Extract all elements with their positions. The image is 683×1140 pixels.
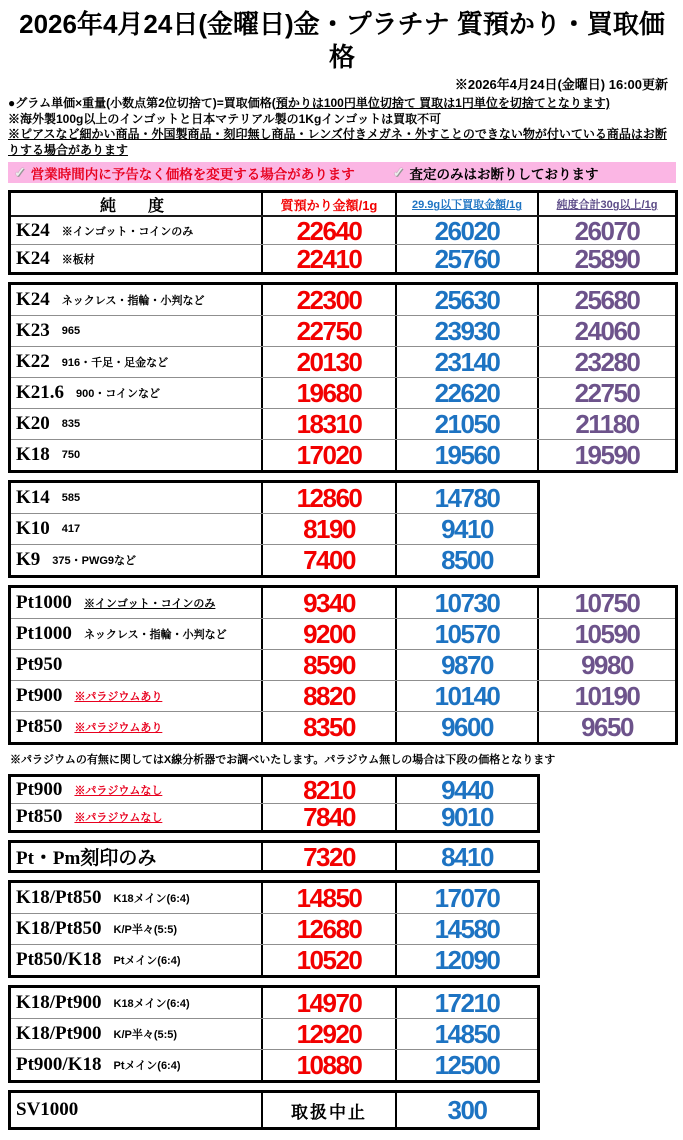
buy-under30-cell bbox=[395, 712, 537, 742]
purity-cell bbox=[11, 988, 261, 1018]
purity-label: Pt・Pm刻印のみ bbox=[16, 848, 157, 870]
price-table-section bbox=[8, 585, 678, 745]
purity-label: K10 bbox=[16, 518, 50, 540]
buy-price-over30: 23280 bbox=[574, 347, 640, 378]
pawn-price: 8190 bbox=[303, 514, 355, 545]
purity-label: K24 bbox=[16, 289, 50, 311]
purity-subnote: ※パラジウムあり bbox=[74, 722, 163, 735]
pricing-formula-note bbox=[8, 96, 676, 112]
pawn-price-cell bbox=[261, 514, 395, 544]
price-row bbox=[11, 346, 675, 377]
buy-under30-cell bbox=[395, 681, 537, 711]
purity-label: Pt900 bbox=[16, 779, 63, 801]
pawn-price-cell bbox=[261, 347, 395, 377]
buy-price-under30: 10730 bbox=[434, 588, 500, 619]
price-table-section bbox=[8, 840, 540, 873]
purity-subnote: K18メイン(6:4) bbox=[113, 893, 190, 906]
pawn-price: 10520 bbox=[296, 945, 362, 976]
buy-price-under30: 9010 bbox=[441, 804, 493, 831]
pawn-price: 8820 bbox=[303, 681, 355, 712]
pawn-price-cell bbox=[261, 988, 395, 1018]
page-title: 2026年4月24日(金曜日)金・プラチナ 質預かり・買取価格 bbox=[19, 9, 665, 72]
purity-subnote: ※パラジウムあり bbox=[74, 691, 163, 704]
price-row bbox=[11, 483, 537, 513]
price-row bbox=[11, 1093, 537, 1127]
buy-price-under30: 8410 bbox=[441, 843, 493, 871]
purity-label: Pt900 bbox=[16, 685, 63, 707]
purity-label: K18/Pt900 bbox=[16, 1023, 102, 1045]
pawn-price-cell bbox=[261, 777, 395, 803]
purity-cell bbox=[11, 1050, 261, 1080]
buy-under30-cell bbox=[395, 245, 537, 272]
column-header-buy-over-cell bbox=[537, 193, 675, 215]
buy-under30-cell bbox=[395, 217, 537, 244]
buy-under30-cell bbox=[395, 883, 537, 913]
purity-label: K24 bbox=[16, 247, 50, 269]
price-row bbox=[11, 244, 675, 272]
buy-price-over30: 26070 bbox=[574, 217, 640, 245]
pawn-price: 9340 bbox=[303, 588, 355, 619]
buy-over30-cell bbox=[537, 245, 675, 272]
buy-price-over30: 9650 bbox=[581, 712, 633, 743]
updated-timestamp: ※2026年4月24日(金曜日) 16:00更新 bbox=[454, 77, 668, 92]
buy-price-under30: 25760 bbox=[434, 245, 500, 273]
column-header-purity-cell bbox=[11, 193, 261, 215]
buy-price-under30: 17210 bbox=[434, 988, 500, 1019]
buy-price-over30: 21180 bbox=[575, 409, 639, 440]
price-table-section bbox=[8, 282, 678, 473]
buy-under30-cell bbox=[395, 777, 537, 803]
refusal-note: ※ピアスなど細かい商品・外国製商品・刻印無し商品・レンズ付きメガネ・外すことのできない物が付いている商品はお断りする場合があります bbox=[8, 127, 667, 157]
buy-under30-cell bbox=[395, 619, 537, 649]
pawn-price: 17020 bbox=[296, 440, 362, 471]
price-tables bbox=[8, 183, 676, 1130]
buy-price-under30: 25630 bbox=[434, 285, 500, 316]
purity-cell bbox=[11, 777, 261, 803]
buy-over30-cell bbox=[537, 409, 675, 439]
pawn-price: 10880 bbox=[296, 1050, 362, 1081]
buy-over30-cell bbox=[537, 619, 675, 649]
purity-subnote: 585 bbox=[61, 492, 81, 505]
pricing-formula-note-underlined: 預かりは100円単位切捨て 買取は1円単位を切捨てとなります) bbox=[275, 96, 610, 110]
purity-cell bbox=[11, 440, 261, 470]
pawn-price-cell bbox=[261, 804, 395, 830]
buy-under30-cell bbox=[395, 347, 537, 377]
buy-price-under30: 9410 bbox=[441, 514, 493, 545]
pawn-price-cell bbox=[261, 1050, 395, 1080]
buy-under30-cell bbox=[395, 843, 537, 870]
purity-cell bbox=[11, 681, 261, 711]
price-table-section bbox=[8, 480, 540, 578]
pawn-price-cell bbox=[261, 409, 395, 439]
purity-cell bbox=[11, 347, 261, 377]
price-table-section bbox=[8, 880, 540, 978]
buy-under30-cell bbox=[395, 483, 537, 513]
buy-price-over30: 22750 bbox=[574, 378, 640, 409]
buy-price-under30: 23930 bbox=[434, 316, 500, 347]
pawn-price: 12680 bbox=[296, 914, 362, 945]
pawn-price-cell bbox=[261, 285, 395, 315]
purity-subnote: 375・PWG9など bbox=[52, 555, 137, 568]
purity-cell bbox=[11, 409, 261, 439]
pawn-price: 20130 bbox=[296, 347, 362, 378]
purity-label: K18/Pt850 bbox=[16, 887, 102, 909]
buy-over30-cell bbox=[537, 650, 675, 680]
pawn-price: 8210 bbox=[303, 777, 355, 804]
buy-over30-cell bbox=[537, 285, 675, 315]
buy-price-under30: 9600 bbox=[441, 712, 493, 743]
purity-cell bbox=[11, 804, 261, 830]
purity-subnote: 916・千足・足金など bbox=[61, 357, 169, 370]
purity-cell bbox=[11, 914, 261, 944]
purity-subnote: 965 bbox=[61, 325, 81, 338]
pawn-price-cell bbox=[261, 883, 395, 913]
pawn-price-cell bbox=[261, 316, 395, 346]
purity-subnote: K/P半々(5:5) bbox=[113, 924, 178, 937]
price-table-section bbox=[8, 1090, 540, 1130]
column-header-buy-under-cell bbox=[395, 193, 537, 215]
buy-price-under30: 9440 bbox=[441, 777, 493, 804]
buy-price-under30: 12090 bbox=[434, 945, 500, 976]
column-header-buy-under: 29.9g以下買取金額/1g bbox=[411, 199, 523, 212]
pawn-price-cell bbox=[261, 650, 395, 680]
ingot-restriction-note: ※海外製100g以上のインゴットと日本マテリアル製の1Kgインゴットは買取不可 bbox=[8, 111, 442, 126]
buy-price-over30: 25680 bbox=[574, 285, 640, 316]
pawn-price-cell bbox=[261, 914, 395, 944]
purity-cell bbox=[11, 619, 261, 649]
pawn-price: 8590 bbox=[303, 650, 355, 681]
purity-subnote: Ptメイン(6:4) bbox=[113, 1060, 181, 1073]
price-row bbox=[11, 285, 675, 315]
buy-over30-cell bbox=[537, 712, 675, 742]
price-row bbox=[11, 439, 675, 470]
price-row bbox=[11, 588, 675, 618]
price-table-section bbox=[8, 985, 540, 1083]
purity-label: Pt1000 bbox=[16, 623, 72, 645]
purity-subnote: 417 bbox=[61, 523, 81, 536]
buy-price-under30: 14850 bbox=[434, 1019, 500, 1050]
purity-label: K21.6 bbox=[16, 382, 65, 404]
buy-price-under30: 22620 bbox=[434, 378, 500, 409]
buy-price-under30: 19560 bbox=[434, 440, 500, 471]
buy-price-over30: 19590 bbox=[574, 440, 640, 471]
price-row bbox=[11, 883, 537, 913]
pawn-price-cell bbox=[261, 945, 395, 975]
pawn-price: 14850 bbox=[296, 883, 362, 914]
buy-price-under30: 10570 bbox=[434, 619, 500, 650]
purity-cell bbox=[11, 588, 261, 618]
price-row bbox=[11, 408, 675, 439]
buy-under30-cell bbox=[395, 650, 537, 680]
pawn-price-cell bbox=[261, 245, 395, 272]
buy-under30-cell bbox=[395, 1093, 537, 1127]
buy-price-under30: 12500 bbox=[434, 1050, 500, 1081]
buy-price-over30: 10190 bbox=[574, 681, 640, 712]
buy-price-under30: 300 bbox=[447, 1095, 487, 1126]
purity-cell bbox=[11, 514, 261, 544]
price-table-section bbox=[8, 774, 540, 833]
purity-cell bbox=[11, 285, 261, 315]
column-header-pawn-cell bbox=[261, 193, 395, 215]
pawn-price-cell bbox=[261, 843, 395, 870]
status-text: 取扱中止 bbox=[291, 1102, 367, 1122]
purity-cell bbox=[11, 843, 261, 870]
buy-under30-cell bbox=[395, 409, 537, 439]
column-header-row bbox=[11, 193, 675, 217]
buy-price-under30: 14780 bbox=[434, 483, 500, 514]
purity-subnote: ネックレス・指輪・小判など bbox=[61, 295, 205, 308]
buy-price-over30: 9980 bbox=[581, 650, 633, 681]
check-icon: ✓ bbox=[392, 164, 405, 181]
buy-over30-cell bbox=[537, 681, 675, 711]
pawn-price: 22410 bbox=[296, 245, 362, 273]
purity-subnote: ※インゴット・コインのみ bbox=[83, 598, 216, 611]
buy-price-under30: 10140 bbox=[434, 681, 500, 712]
purity-subnote: ※インゴット・コインのみ bbox=[61, 225, 194, 238]
purity-label: K23 bbox=[16, 320, 50, 342]
purity-label: K14 bbox=[16, 487, 50, 509]
purity-subnote: K/P半々(5:5) bbox=[113, 1029, 178, 1042]
buy-under30-cell bbox=[395, 514, 537, 544]
purity-subnote: 900・コインなど bbox=[76, 388, 161, 401]
buy-over30-cell bbox=[537, 347, 675, 377]
purity-subnote: 835 bbox=[61, 418, 81, 431]
purity-label: Pt850 bbox=[16, 716, 63, 738]
price-row bbox=[11, 777, 537, 803]
pawn-price-cell bbox=[261, 588, 395, 618]
pawn-price: 7400 bbox=[303, 545, 355, 576]
palladium-note: ※パラジウムの有無に関してはX線分析器でお調べいたします。パラジウム無しの場合は下段の価格となります bbox=[10, 754, 556, 767]
pawn-price: 7840 bbox=[303, 804, 355, 831]
buy-price-under30: 9870 bbox=[441, 650, 493, 681]
purity-subnote: K18メイン(6:4) bbox=[113, 998, 190, 1011]
pawn-price: 8350 bbox=[303, 712, 355, 743]
purity-cell bbox=[11, 545, 261, 575]
buy-over30-cell bbox=[537, 588, 675, 618]
price-row bbox=[11, 680, 675, 711]
price-row bbox=[11, 618, 675, 649]
buy-over30-cell bbox=[537, 378, 675, 408]
pawn-price-cell bbox=[261, 378, 395, 408]
notes-block bbox=[8, 96, 676, 158]
buy-price-under30: 21050 bbox=[434, 409, 500, 440]
pawn-price-cell bbox=[261, 712, 395, 742]
purity-subnote: ※パラジウムなし bbox=[74, 785, 163, 798]
purity-cell bbox=[11, 316, 261, 346]
pawn-price: 19680 bbox=[296, 378, 362, 409]
purity-label: K18/Pt850 bbox=[16, 918, 102, 940]
purity-subnote: ※板材 bbox=[61, 253, 95, 266]
price-row bbox=[11, 217, 675, 244]
price-row bbox=[11, 913, 537, 944]
pawn-price: 12860 bbox=[296, 483, 362, 514]
pawn-price-cell bbox=[261, 619, 395, 649]
buy-price-under30: 17070 bbox=[434, 883, 500, 914]
purity-subnote: Ptメイン(6:4) bbox=[113, 955, 181, 968]
buy-under30-cell bbox=[395, 988, 537, 1018]
pawn-price-cell bbox=[261, 545, 395, 575]
buy-price-under30: 23140 bbox=[434, 347, 500, 378]
column-header-buy-over: 純度合計30g以上/1g bbox=[556, 199, 658, 212]
pawn-price: 18310 bbox=[296, 409, 362, 440]
purity-label: K9 bbox=[16, 549, 41, 571]
buy-under30-cell bbox=[395, 316, 537, 346]
buy-over30-cell bbox=[537, 440, 675, 470]
buy-under30-cell bbox=[395, 588, 537, 618]
buy-over30-cell bbox=[537, 217, 675, 244]
purity-cell bbox=[11, 245, 261, 272]
buy-under30-cell bbox=[395, 914, 537, 944]
price-row bbox=[11, 711, 675, 742]
purity-subnote: ネックレス・指輪・小判など bbox=[83, 629, 227, 642]
purity-label: SV1000 bbox=[16, 1099, 79, 1121]
pawn-price: 22640 bbox=[296, 217, 362, 245]
banner-price-change-text: 営業時間内に予告なく価格を変更する場合があります bbox=[30, 166, 355, 182]
price-table-section bbox=[8, 190, 678, 275]
purity-label: K18/Pt900 bbox=[16, 992, 102, 1014]
buy-under30-cell bbox=[395, 1050, 537, 1080]
pawn-price-cell bbox=[261, 483, 395, 513]
price-row bbox=[11, 377, 675, 408]
buy-under30-cell bbox=[395, 545, 537, 575]
pricing-formula-note-prefix: ●グラム単価×重量(小数点第2位切捨て)=買取価格( bbox=[8, 96, 276, 110]
pawn-price-cell bbox=[261, 440, 395, 470]
buy-under30-cell bbox=[395, 378, 537, 408]
notice-banner bbox=[8, 162, 676, 183]
purity-label: Pt850 bbox=[16, 806, 63, 828]
price-row bbox=[11, 1049, 537, 1080]
buy-under30-cell bbox=[395, 285, 537, 315]
price-row bbox=[11, 843, 537, 870]
pawn-price: 9200 bbox=[303, 619, 355, 650]
purity-label: Pt900/K18 bbox=[16, 1054, 102, 1076]
price-row bbox=[11, 649, 675, 680]
purity-cell bbox=[11, 1093, 261, 1127]
pawn-price: 12920 bbox=[296, 1019, 362, 1050]
price-row bbox=[11, 315, 675, 346]
buy-over30-cell bbox=[537, 316, 675, 346]
column-header-purity: 純 度 bbox=[99, 197, 172, 215]
price-row bbox=[11, 1018, 537, 1049]
purity-label: Pt850/K18 bbox=[16, 949, 102, 971]
price-row bbox=[11, 988, 537, 1018]
purity-label: K20 bbox=[16, 413, 50, 435]
pawn-price: 22750 bbox=[296, 316, 362, 347]
price-row bbox=[11, 803, 537, 830]
pawn-price: 22300 bbox=[296, 285, 362, 316]
purity-label: Pt1000 bbox=[16, 592, 72, 614]
buy-price-over30: 10750 bbox=[574, 588, 640, 619]
purity-cell bbox=[11, 945, 261, 975]
banner-appraisal-text: 査定のみはお断りしております bbox=[409, 166, 599, 182]
purity-subnote: ※パラジウムなし bbox=[74, 812, 163, 825]
buy-price-under30: 26020 bbox=[434, 217, 500, 245]
column-header-pawn: 質預かり金額/1g bbox=[280, 197, 378, 213]
purity-cell bbox=[11, 650, 261, 680]
buy-price-over30: 24060 bbox=[574, 316, 640, 347]
buy-price-over30: 25890 bbox=[574, 245, 640, 273]
purity-label: Pt950 bbox=[16, 654, 63, 676]
pawn-price: 7320 bbox=[303, 843, 355, 871]
purity-cell bbox=[11, 217, 261, 244]
purity-cell bbox=[11, 712, 261, 742]
purity-label: K24 bbox=[16, 219, 50, 241]
price-row bbox=[11, 544, 537, 575]
buy-price-under30: 14580 bbox=[434, 914, 500, 945]
purity-cell bbox=[11, 378, 261, 408]
purity-label: K18 bbox=[16, 444, 50, 466]
buy-under30-cell bbox=[395, 804, 537, 830]
pawn-price-cell bbox=[261, 1093, 395, 1127]
buy-price-under30: 8500 bbox=[441, 545, 493, 576]
buy-under30-cell bbox=[395, 945, 537, 975]
pawn-price-cell bbox=[261, 217, 395, 244]
pawn-price-cell bbox=[261, 681, 395, 711]
buy-price-over30: 10590 bbox=[574, 619, 640, 650]
purity-label: K22 bbox=[16, 351, 50, 373]
price-row bbox=[11, 944, 537, 975]
purity-cell bbox=[11, 483, 261, 513]
price-row bbox=[11, 513, 537, 544]
pawn-price: 14970 bbox=[296, 988, 362, 1019]
purity-subnote: 750 bbox=[61, 449, 81, 462]
check-icon: ✓ bbox=[14, 164, 26, 181]
purity-cell bbox=[11, 883, 261, 913]
buy-under30-cell bbox=[395, 440, 537, 470]
